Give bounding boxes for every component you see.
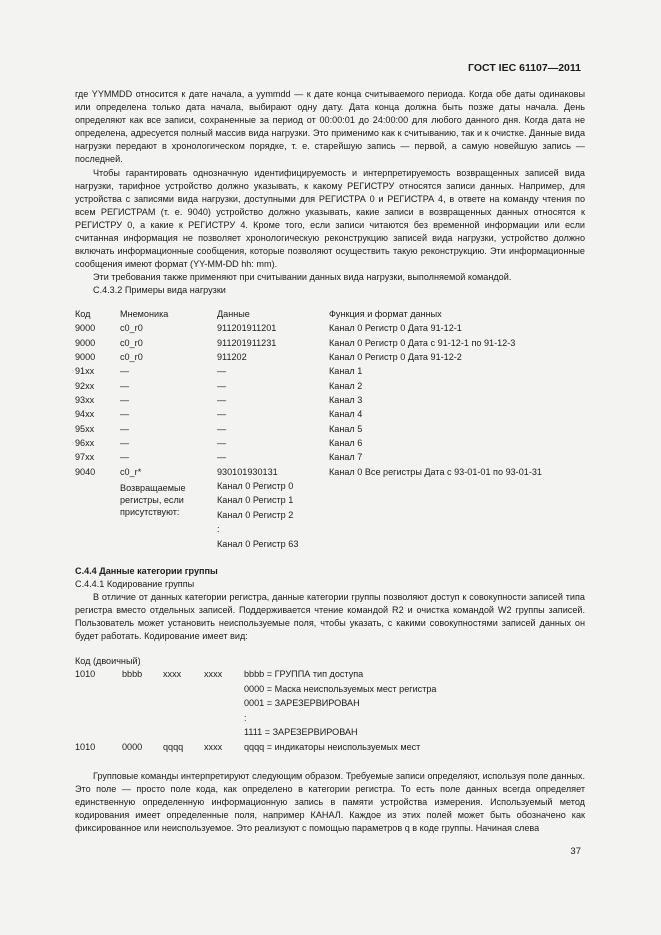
code-cell: qqqq = индикаторы неиспользуемых мест (244, 741, 421, 752)
table-cell: Канал 0 Регистр 0 Дата с 91-12-1 по 91-12-3 (329, 337, 516, 348)
text-block-top (75, 88, 585, 298)
table-cell: Канал 1 (329, 366, 363, 377)
table-cell: Канал 0 Регистр 0 Дата 91-12-2 (329, 352, 462, 363)
code-cell: bbbb (122, 669, 143, 679)
table-cell: — (120, 409, 130, 420)
empty-cell (75, 510, 120, 524)
returned-register-item: Канал 0 Регистр 63 (217, 538, 299, 549)
empty-cell (329, 539, 587, 553)
code-cell (122, 698, 163, 713)
section-c432-title: C.4.3.2 Примеры вида нагрузки (93, 285, 226, 296)
table-cell: — (217, 366, 227, 377)
table-cell: Канал 0 Все регистры Дата с 93-01-01 по 93-01-31 (329, 466, 542, 477)
code-cell (122, 713, 163, 728)
code-cell: 1010 (75, 741, 96, 752)
empty-cell (75, 524, 120, 538)
code-cell: 0001 = ЗАРЕЗЕРВИРОВАН (244, 698, 360, 709)
table-cell: — (217, 409, 227, 420)
document-id-header: ГОСТ IEC 61107—2011 (468, 62, 581, 74)
table-cell: — (120, 395, 130, 406)
table-cell: c0_r0 (120, 352, 143, 363)
table-cell: — (217, 423, 227, 434)
code-cell (75, 684, 122, 699)
table-cell: 9000 (75, 352, 96, 363)
code-cell (75, 698, 122, 713)
table-cell: — (217, 452, 227, 463)
empty-cell (329, 481, 587, 495)
code-cell (163, 684, 204, 699)
table-cell: 911202 (217, 352, 247, 363)
table-cell: c0_r0 (120, 323, 143, 334)
code-cell: xxxx (204, 741, 223, 752)
table-cell: Канал 5 (329, 423, 363, 434)
empty-cell (75, 481, 120, 495)
table-cell: Канал 4 (329, 409, 363, 420)
returned-register-item: Канал 0 Регистр 0 (217, 481, 294, 492)
table-row (75, 381, 587, 395)
table-cell: — (120, 438, 130, 449)
returned-registers-label: Возвращаемые регистры, если присутствуют: (120, 483, 186, 518)
code-cell: xxxx (163, 669, 182, 679)
paragraph-register-identification: Чтобы гарантировать однозначную идентифицируемость и интерпретируемость возвращенных записей вида нагрузки, тарифное устройство должно указывать, к какому РЕГИСТРУ относятся записи данных. Например, для устройства с записями вида нагрузки, доступными для РЕГИСТРА 0 и РЕГИСТРА 4, в ответе на команду чтения по всем РЕГИСТРАМ (т. е. 9040) устройство должно указывать, какие записи в возвращенных данных относятся к РЕГИСТРУ 0, а какие к РЕГИСТРУ 4. Кроме того, если записи читаются без временной информации или если считанная информация не позволяет хронологическую реконструкцию записей вида нагрузки, устройство должно включать информационные сообщения, которые позволяют осуществить такую реконструкцию. Эти информационные сообщения имеют формат (YY-MM-DD hh: mm). (75, 167, 585, 270)
empty-cell (329, 524, 587, 538)
code-table-title: Код (двоичный) (75, 656, 141, 666)
table-cell: 9040 (75, 466, 96, 477)
table-cell: Канал 3 (329, 395, 363, 406)
table-cell: 95xx (75, 423, 95, 434)
table-header-cell: Данные (217, 309, 250, 319)
code-cell (204, 727, 244, 742)
table-cell: Канал 2 (329, 380, 363, 391)
code-cell (75, 713, 122, 728)
code-cell: 0000 (122, 741, 143, 752)
table-cell: 911201911201 (217, 323, 277, 334)
code-cell (204, 713, 244, 728)
code-cell: qqqq (163, 741, 184, 752)
load-profile-table-body (75, 309, 587, 553)
table-row (75, 424, 587, 438)
code-cell: 1111 = ЗАРЕЗЕРВИРОВАН (244, 727, 358, 738)
table-row (75, 323, 587, 337)
table-cell: — (217, 395, 227, 406)
paragraph-group-category: В отличие от данных категории регистра, данные категории группы позволяют доступ к совокупности записей типа регистра вместо отдельных записей. Поддерживается чтение командой R2 и очистка командой W2 группы записей. Пользователь может установить неиспользуемые поля, чтобы указать, с какими совокупностями записей данных он будет работать. Кодирование имеет вид: (75, 592, 585, 642)
paragraph-group-commands: Групповые команды интерпретируют следующим образом. Требуемые записи определяют, используя поле данных. Это поле — просто поле кода, как определено в категории регистра. То есть поле данных всегда определяет единственную определенную информационную запись в памяти устройства измерения. Используемый метод кодирования имеет определенные поля, например КАНАЛ. Каждое из этих полей может быть обозначено как фиксированное или неиспользуемое. Это реализуют с помощью параметров q в коде группы. Начиная слева (75, 771, 585, 834)
code-table-body (75, 669, 504, 757)
code-cell (122, 727, 163, 742)
returned-register-item: Канал 0 Регистр 1 (217, 495, 294, 506)
table-cell: 930101930131 (217, 466, 278, 477)
text-block-middle (75, 565, 585, 644)
table-cell: 911201911231 (217, 337, 277, 348)
empty-cell (75, 495, 120, 509)
code-cell (163, 727, 204, 742)
code-cell: 0000 = Маска неиспользуемых мест регистра (244, 683, 437, 694)
table-row (75, 395, 587, 409)
code-row (75, 698, 504, 713)
paragraph-date-range: где YYMMDD относится к дате начала, а yymmdd — к дате конца считываемого периода. Когда обе даты одинаковы или определена только дата начала, выбирают одну дату. Дата конца должна быть позже даты начала. День определяют как все записи, сохраненные за период от 00:00:01 до 24:00:00 для любого данного дня. Когда дата не определена, адресуется полный массив вида нагрузки. Это применимо как к считыванию, так и к очистке. Данные вида нагрузки передают в хронологическом порядке, т. е. старейшую запись — первой, а самую новейшую запись — последней. (75, 89, 585, 165)
table-cell: 93xx (75, 395, 95, 406)
table-row (75, 438, 587, 452)
load-profile-table (75, 309, 587, 553)
table-row (75, 366, 587, 380)
table-cell: 92xx (75, 380, 95, 391)
code-cell (204, 684, 244, 699)
paragraph-requirements: Эти требования также применяют при считывании данных вида нагрузки, выполняемой командой. (93, 272, 512, 283)
table-header-cell: Мнемоника (120, 309, 169, 319)
empty-cell (75, 539, 120, 553)
table-cell: — (120, 452, 130, 463)
code-row (75, 669, 504, 684)
code-cell: xxxx (204, 669, 223, 679)
table-header-row (75, 309, 587, 323)
code-row (75, 684, 504, 699)
table-cell: — (217, 380, 227, 391)
code-cell (75, 727, 122, 742)
table-cell: c0_r0 (120, 337, 143, 348)
code-row (75, 742, 504, 757)
table-cell: 9000 (75, 337, 96, 348)
code-cell: : (244, 712, 247, 723)
code-row (75, 713, 504, 728)
table-row (75, 352, 587, 366)
table-row (75, 409, 587, 423)
table-cell: — (217, 438, 227, 449)
code-row (75, 727, 504, 742)
table-cell: — (120, 423, 130, 434)
table-row-returned (75, 481, 587, 495)
section-c441-title: C.4.4.1 Кодирование группы (75, 579, 195, 590)
code-table (75, 669, 504, 757)
empty-cell (329, 495, 587, 509)
table-cell: Канал 6 (329, 438, 363, 449)
code-cell (163, 698, 204, 713)
table-cell: — (120, 366, 130, 377)
table-cell: c0_r* (120, 466, 142, 477)
code-cell: 1010 (75, 669, 96, 679)
code-cell (204, 698, 244, 713)
table-cell: Канал 0 Регистр 0 Дата 91-12-1 (329, 323, 462, 334)
table-cell: 94xx (75, 409, 95, 420)
table-row (75, 467, 587, 481)
table-cell: Канал 7 (329, 452, 363, 463)
code-cell (122, 684, 163, 699)
table-cell: 96xx (75, 438, 95, 449)
table-cell: 91xx (75, 366, 95, 377)
code-cell (163, 713, 204, 728)
section-c44-title: C.4.4 Данные категории группы (75, 566, 218, 576)
table-cell: 97xx (75, 452, 95, 463)
table-header-cell: Код (75, 309, 91, 319)
text-block-bottom (75, 770, 585, 835)
empty-cell (329, 510, 587, 524)
returned-register-item: : (217, 524, 220, 535)
table-header-cell: Функция и формат данных (329, 309, 442, 319)
table-cell: — (120, 380, 130, 391)
page-number: 37 (570, 846, 581, 857)
table-row (75, 452, 587, 466)
table-cell: 9000 (75, 323, 96, 334)
table-row (75, 338, 587, 352)
code-cell: bbbb = ГРУППА тип доступа (244, 669, 364, 679)
returned-register-item: Канал 0 Регистр 2 (217, 509, 294, 520)
